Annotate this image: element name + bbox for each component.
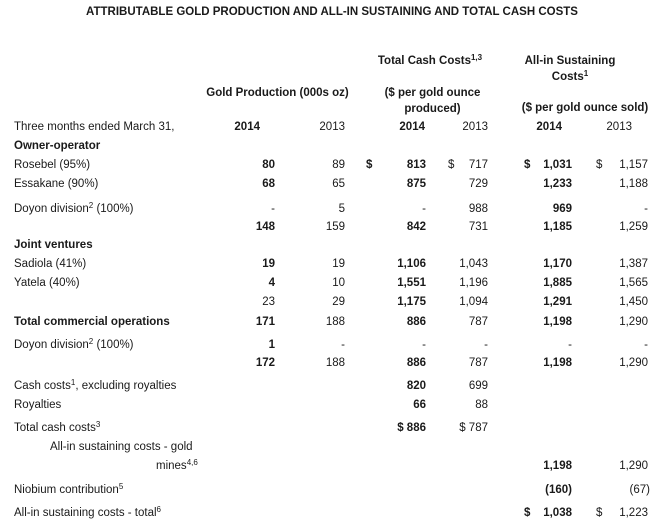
cell-cash-costs-tcc14: 820 — [406, 380, 426, 392]
cell-doyon1-gp13: 5 — [338, 203, 345, 215]
cell-essakane-aisc13: 1,188 — [619, 178, 648, 190]
cell-essakane-tcc13: 729 — [468, 178, 488, 190]
row-label-sadiola: Sadiola (41%) — [14, 258, 87, 270]
cell-rosebel-tcc13: 717 — [468, 159, 488, 171]
cell-grand-total-tcc14: 886 — [406, 357, 426, 369]
cell-aisc-gold-mines-aisc13: 1,290 — [619, 460, 648, 472]
cell-rosebel-tcc14-dollar: $ — [366, 159, 373, 171]
cell-doyon2-tcc13: - — [484, 339, 488, 351]
cell-doyon2-aisc14: - — [568, 339, 572, 351]
total-cash-costs-header: Total Cash Costs$^{1,3}$ — [377, 53, 483, 67]
cell-total-commercial-gp14: 171 — [255, 316, 275, 328]
tcc-unit-header: ($ per gold ounce produced) — [384, 87, 481, 115]
cell-grand-total-aisc14: 1,198 — [543, 357, 572, 369]
row-label-niobium: Niobium contribution$^5$ — [14, 482, 124, 496]
row-label-total-cash-costs: Total cash costs$^3$ — [14, 420, 101, 434]
cell-essakane-gp13: 65 — [332, 178, 345, 190]
cell-aisc-gold-mines-aisc14: 1,198 — [543, 460, 572, 472]
aisc-2014-header: 2014 — [536, 121, 562, 133]
cell-subtotal-owner-gp13: 159 — [325, 221, 345, 233]
cell-total-commercial-gp13: 188 — [325, 316, 345, 328]
cell-essakane-aisc14: 1,233 — [543, 178, 572, 190]
row-label-aisc-total: All-in sustaining costs - total$^6$ — [14, 505, 161, 519]
cell-grand-total-tcc13: 787 — [468, 357, 488, 369]
cell-rosebel-aisc14-dollar: $ — [524, 159, 531, 171]
cell-total-commercial-tcc14: 886 — [406, 316, 426, 328]
period-label: Three months ended March 31, — [14, 121, 175, 133]
row-label-rosebel: Rosebel (95%) — [14, 159, 91, 171]
cell-grand-total-gp13: 188 — [325, 357, 345, 369]
cell-sadiola-tcc13: 1,043 — [459, 258, 488, 270]
cell-total-commercial-aisc13: 1,290 — [619, 316, 648, 328]
row-label-doyon-1: Doyon division$^2$ (100%) — [14, 201, 134, 215]
cell-niobium-aisc13: (67) — [629, 484, 650, 496]
cell-royalties-tcc13: 88 — [475, 399, 488, 411]
cell-yatela-tcc13: 1,196 — [459, 277, 488, 289]
cell-doyon2-gp13: - — [341, 339, 345, 351]
row-label-yatela: Yatela (40%) — [14, 277, 80, 289]
cell-sadiola-tcc14: 1,106 — [397, 258, 426, 270]
cell-total-commercial-aisc14: 1,198 — [543, 316, 572, 328]
cell-sadiola-gp14: 19 — [262, 258, 275, 270]
cell-subtotal-owner-gp14: 148 — [255, 221, 275, 233]
cell-subtotal-jv-gp13: 29 — [332, 296, 345, 308]
cell-doyon1-aisc13: - — [644, 203, 648, 215]
cell-total-cash-costs-tcc14: $ 886 — [397, 422, 426, 434]
cell-subtotal-owner-aisc14: 1,185 — [543, 221, 572, 233]
cell-rosebel-tcc14: 813 — [406, 159, 426, 171]
cell-aisc-total-aisc13: 1,223 — [619, 507, 648, 519]
cell-rosebel-aisc13: 1,157 — [619, 159, 648, 171]
row-label-cash-costs: Cash costs$^1$, excluding royalties — [14, 378, 177, 392]
cell-yatela-gp13: 10 — [332, 277, 345, 289]
cell-total-commercial-tcc13: 787 — [468, 316, 488, 328]
row-label-royalties: Royalties — [14, 399, 62, 411]
cell-yatela-aisc13: 1,565 — [619, 277, 648, 289]
cell-rosebel-aisc14: 1,031 — [543, 159, 572, 171]
row-label-total-commercial: Total commercial operations — [14, 316, 170, 328]
cell-royalties-tcc14: 66 — [413, 399, 426, 411]
cell-rosebel-gp13: 89 — [332, 159, 345, 171]
cell-total-cash-costs-tcc13: $ 787 — [459, 422, 488, 434]
cell-subtotal-owner-tcc14: 842 — [406, 221, 426, 233]
gp-2013-header: 2013 — [319, 121, 345, 133]
row-label-essakane: Essakane (90%) — [14, 178, 99, 190]
cell-sadiola-aisc14: 1,170 — [543, 258, 572, 270]
cell-aisc-total-aisc13-dollar: $ — [596, 507, 603, 519]
cell-yatela-gp14: 4 — [268, 277, 275, 289]
table-title: ATTRIBUTABLE GOLD PRODUCTION AND ALL-IN SUSTAINING AND TOTAL CASH COSTS — [86, 6, 578, 18]
cell-aisc-total-aisc14-dollar: $ — [524, 507, 531, 519]
row-label-aisc-gold-mines-line2: mines$^{4,6}$ — [156, 458, 198, 472]
cell-subtotal-jv-aisc14: 1,291 — [543, 296, 572, 308]
gold-production-header: Gold Production (000s oz) — [206, 87, 349, 99]
cell-subtotal-jv-aisc13: 1,450 — [619, 296, 648, 308]
cell-aisc-total-aisc14: 1,038 — [543, 507, 572, 519]
cell-doyon2-aisc13: - — [644, 339, 648, 351]
cell-doyon1-tcc13: 988 — [468, 203, 488, 215]
row-label-doyon-2: Doyon division$^2$ (100%) — [14, 337, 134, 351]
cell-subtotal-jv-tcc14: 1,175 — [397, 296, 426, 308]
cell-subtotal-owner-aisc13: 1,259 — [619, 221, 648, 233]
cell-rosebel-aisc13-dollar: $ — [596, 159, 603, 171]
cell-subtotal-jv-tcc13: 1,094 — [459, 296, 488, 308]
cell-grand-total-aisc13: 1,290 — [619, 357, 648, 369]
cell-rosebel-tcc13-dollar: $ — [448, 159, 455, 171]
cell-subtotal-owner-tcc13: 731 — [468, 221, 488, 233]
section-joint-ventures: Joint ventures — [14, 239, 93, 251]
cell-essakane-gp14: 68 — [262, 178, 275, 190]
cell-doyon1-aisc14: 969 — [552, 203, 572, 215]
cell-doyon2-tcc14: - — [422, 339, 426, 351]
cell-cash-costs-tcc13: 699 — [468, 380, 488, 392]
cell-doyon2-gp14: 1 — [268, 339, 275, 351]
cell-sadiola-gp13: 19 — [332, 258, 345, 270]
cell-subtotal-jv-gp14: 23 — [262, 296, 275, 308]
cell-yatela-aisc14: 1,885 — [543, 277, 572, 289]
cell-essakane-tcc14: 875 — [406, 178, 426, 190]
aisc-header: All-in Sustaining Costs$^1$ — [524, 55, 616, 83]
cell-doyon1-tcc14: - — [422, 203, 426, 215]
cell-grand-total-gp14: 172 — [255, 357, 275, 369]
cell-yatela-tcc14: 1,551 — [397, 277, 426, 289]
row-label-aisc-gold-mines-line1: All-in sustaining costs - gold — [50, 441, 193, 453]
gp-2014-header: 2014 — [234, 121, 260, 133]
tcc-2014-header: 2014 — [399, 121, 425, 133]
cell-rosebel-gp14: 80 — [262, 159, 275, 171]
aisc-2013-header: 2013 — [606, 121, 632, 133]
aisc-unit-header: ($ per gold ounce sold) — [521, 102, 649, 114]
section-owner-operator: Owner-operator — [14, 140, 101, 152]
cell-niobium-aisc14: (160) — [545, 484, 572, 496]
cell-doyon1-gp14: - — [271, 203, 275, 215]
cell-sadiola-aisc13: 1,387 — [619, 258, 648, 270]
tcc-2013-header: 2013 — [462, 121, 488, 133]
